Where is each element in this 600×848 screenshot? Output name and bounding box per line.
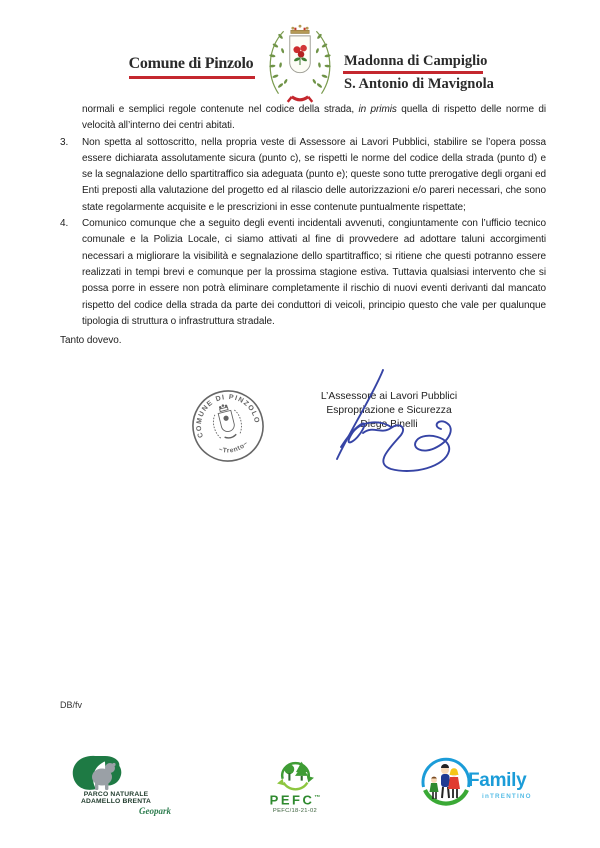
header-rule-left <box>129 76 255 79</box>
family-figures-icon <box>420 757 472 809</box>
pefc-trees-icon <box>268 756 322 792</box>
family-subtitle: inTRENTINO <box>482 793 532 800</box>
signer-role-line2: Espropriazione e Sicurezza <box>326 405 452 417</box>
parco-bear-icon <box>69 754 125 792</box>
list-number: 3. <box>60 136 69 148</box>
list-item-text: Comunico comunque che a seguito degli eventi incidentali avvenuti, congiuntamente con l’ufficio tecnico comunale e la Polizia Locale, ci siamo attivati al fine di provvedere ad adottare taluni accorgimenti necessari a migliorare la visibilità e segnalazione dello spartitraffico; si ritiene che questi potranno essere realizzati in tempi brevi e comunque per la prossima stagione estiva. Tuttavia qualsiasi intervento che si possa porre in essere non potrà eliminare completamente il rischio di nuovi eventi derivanti dal mancato rispetto del codice della strada da parte dei conduttori di veicoli, principio questo che vale per qualunque tipologia di struttura o infrastruttura stradale. <box>82 218 546 327</box>
list-item-4 <box>60 216 546 330</box>
coat-of-arms-icon <box>256 20 344 108</box>
svg-text:~Trento~ <box>216 439 251 458</box>
list-item-3 <box>60 135 546 216</box>
family-wordmark: Family <box>468 770 527 791</box>
parco-geopark-script: Geopark <box>139 806 171 817</box>
header-rule-right <box>343 71 483 74</box>
signer-role-line1: L’Assessore ai Lavori Pubblici <box>320 391 458 402</box>
intro-text-pre: normali e semplici regole contenute nel codice della strada, <box>82 104 359 115</box>
municipal-stamp <box>180 378 277 475</box>
list-number: 4. <box>60 218 69 230</box>
municipality-title: Comune di Pinzolo <box>128 55 254 72</box>
intro-paragraph <box>82 102 546 135</box>
parco-name-line1: PARCO NATURALE <box>83 791 149 798</box>
locality-top: Madonna di Campiglio <box>344 53 488 69</box>
list-item-text: Non spetta al sottoscritto, nella propria veste di Assessore ai Lavori Pubblici, stabilire se l’opera possa essere dichiarata assolutamente sicura (punto c), se rispetti le norme del codice della strada (punto d) e se la segnalazione dello spartitraffico sia adeguata (punto e); queste sono tutte prerogative degli organi ed Enti preposti alla valutazione del progetto ed al rilascio delle autorizzazioni e/o pareri necessari, che sono state regolarmente acquisite e le prescrizioni in esse contenute puntualmente rispettate; <box>82 136 546 213</box>
pefc-certification-code: PEFC/18-21-02 <box>272 808 318 815</box>
reference-initials: DB/fv <box>60 700 83 710</box>
intro-text-post: quella di rispetto delle norme di velocità all’interno dei centri abitati. <box>82 104 546 132</box>
crown-icon <box>291 25 309 34</box>
closing-line: Tanto dovevo. <box>60 335 122 347</box>
letter-body <box>60 102 546 349</box>
intro-text-italic: in primis <box>358 104 397 115</box>
signer-name: Diego Binelli <box>360 419 418 431</box>
locality-bottom: S. Antonio di Mavignola <box>344 76 494 92</box>
handwritten-signature <box>303 367 465 479</box>
stamp-ring-text-top: COMUNE DI PINZOLO <box>195 393 261 439</box>
pefc-trademark: ™ <box>314 795 321 801</box>
parco-name-line2: ADAMELLO BRENTA <box>80 797 152 805</box>
stamp-ring-text-bottom: ~Trento~ <box>217 439 250 455</box>
logo-parco-adamello-brenta <box>55 754 177 816</box>
logo-pefc <box>255 756 335 814</box>
pefc-wordmark: PEFC™ <box>269 792 321 808</box>
stamp-coat-of-arms-icon <box>209 402 244 441</box>
logo-family-in-trentino <box>420 757 555 817</box>
